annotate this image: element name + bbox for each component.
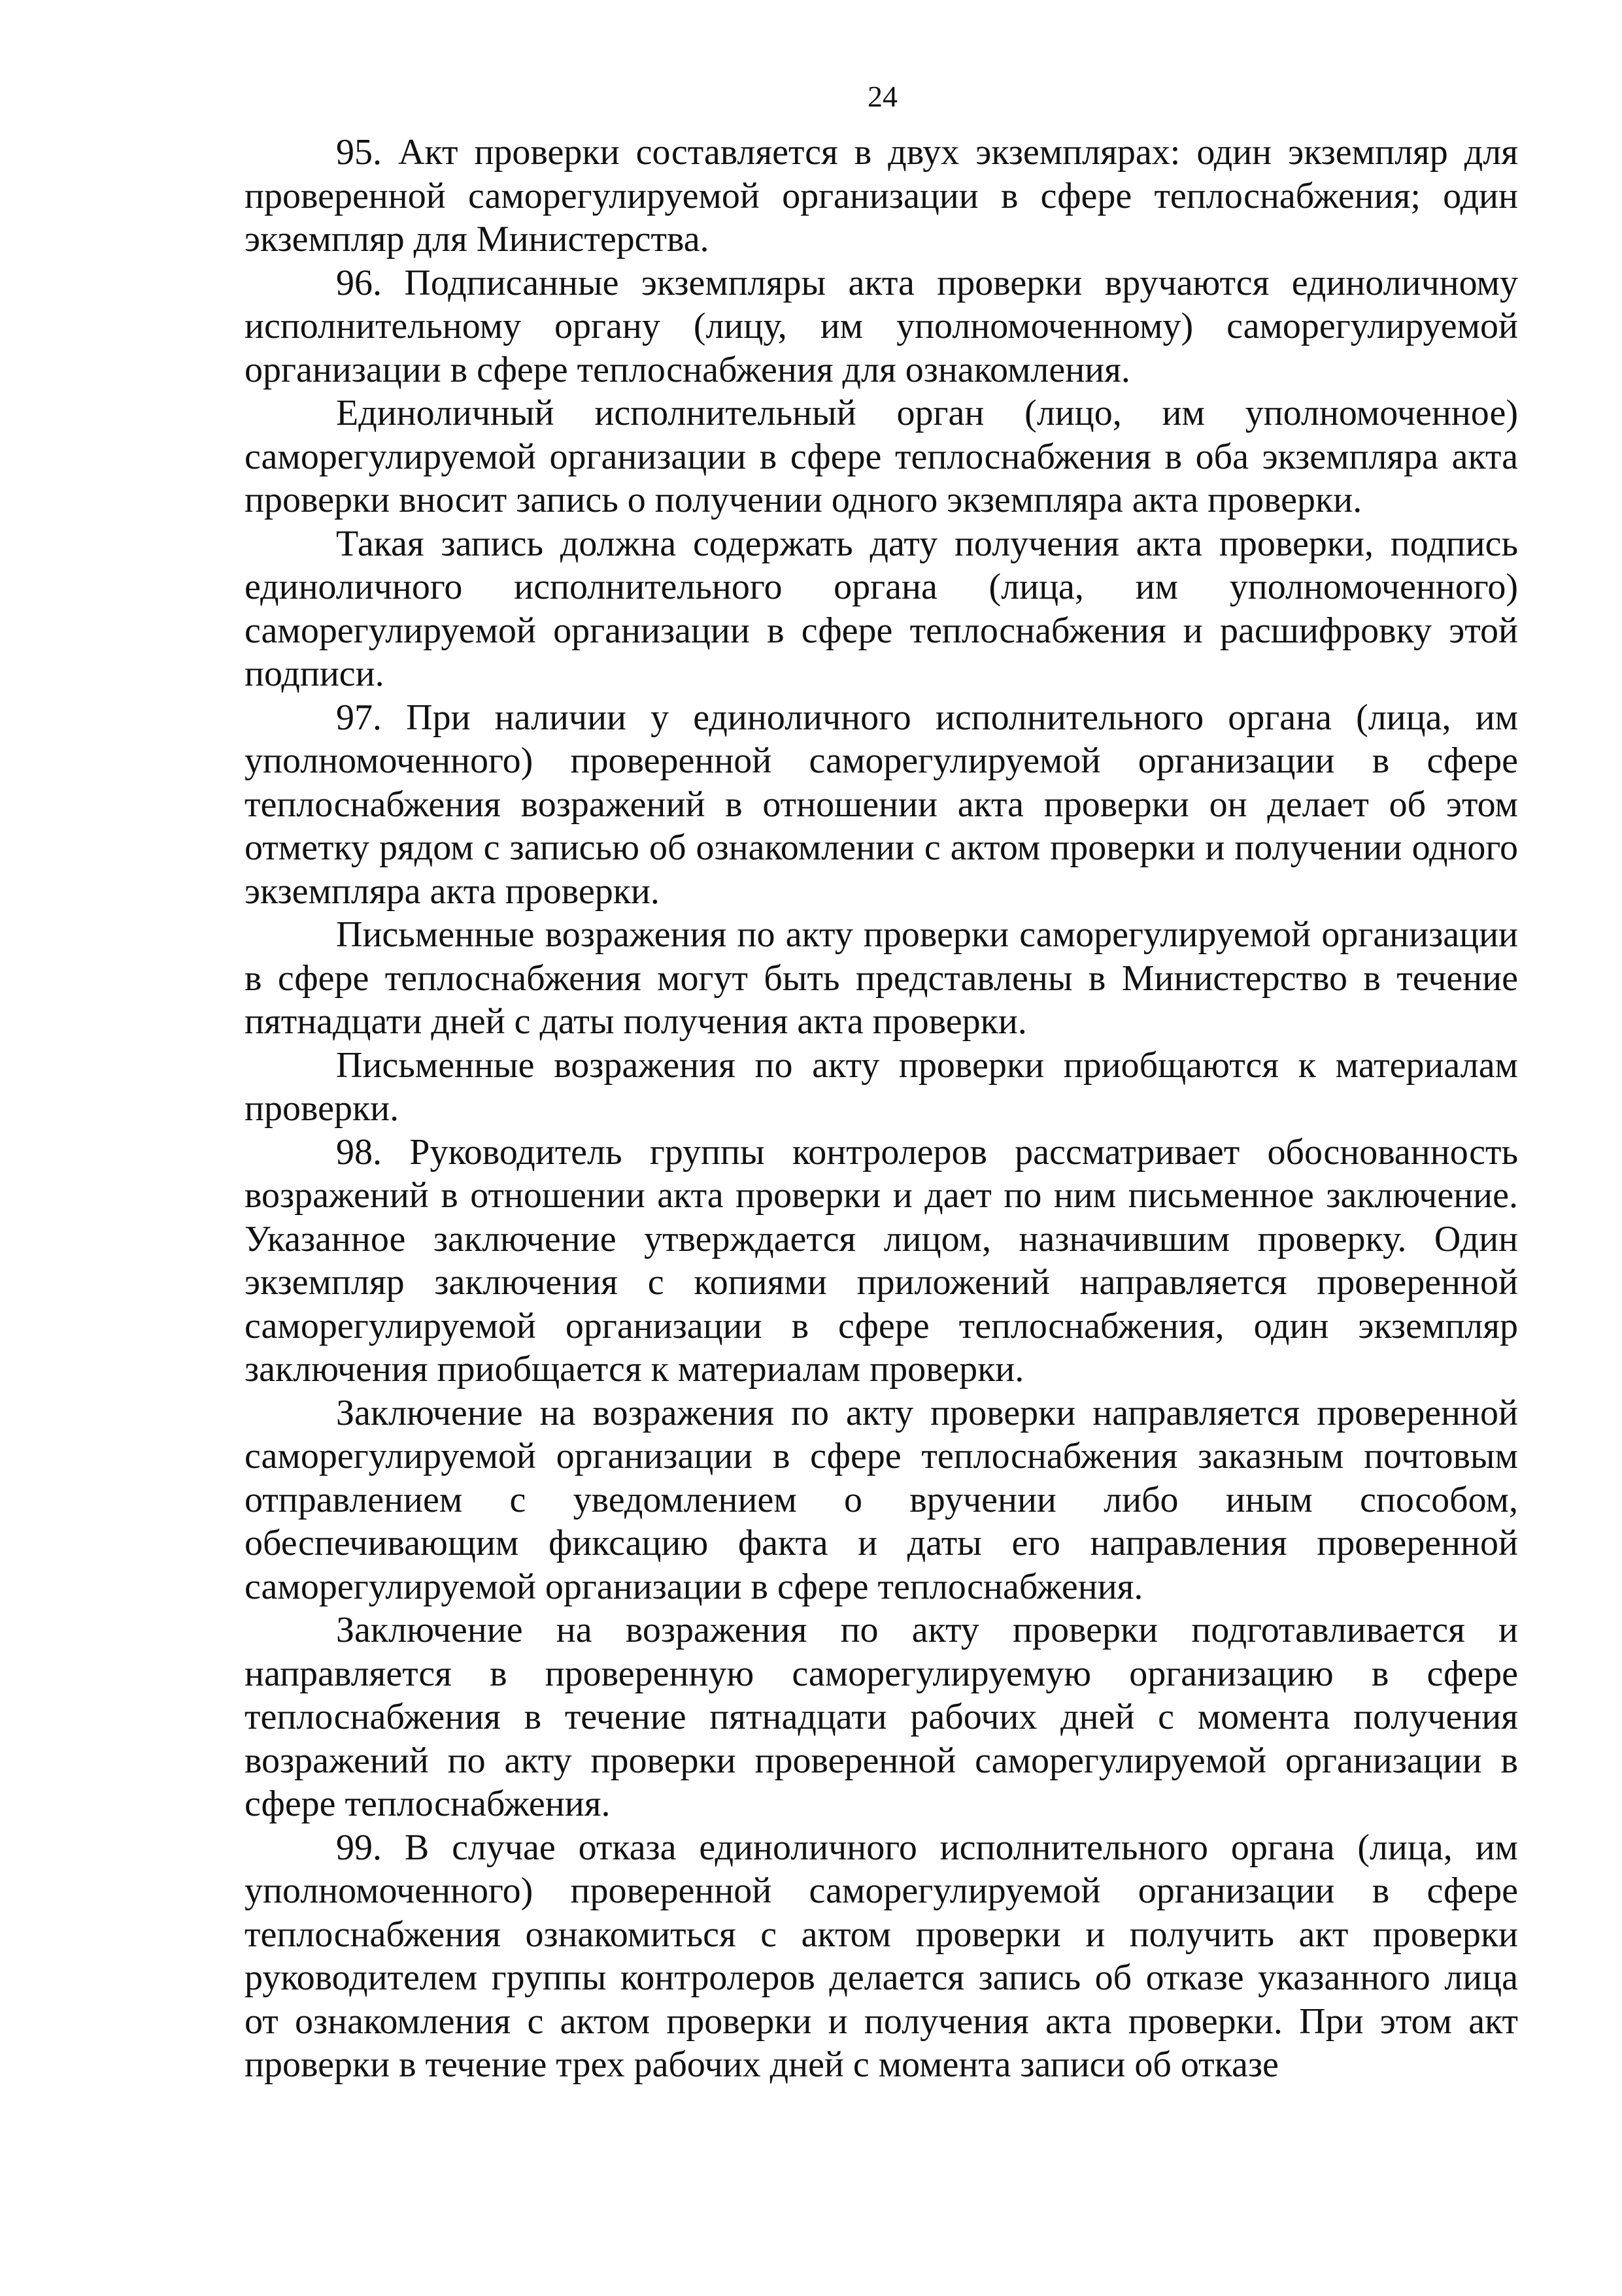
paragraph-96-executive-record: Единоличный исполнительный орган (лицо, им уполномоченное) саморегулируемой организации в сфере теплоснабжения в оба экземпляра акта проверки вносит запись о получении одного экземпляра акта проверки. xyxy=(245,393,1518,520)
paragraph-98-conclusion-delivery: Заключение на возражения по акту проверки направляется проверенной саморегулируемой организации в сфере теплоснабжения заказным почтовым отправлением с уведомлением о вручении либо иным способом, обеспечивающим фиксацию факта и даты его направления проверенной саморегулируемой организации в сфере теплоснабжения. xyxy=(245,1392,1518,1607)
paragraph-99: 99. В случае отказа единоличного исполнительного органа (лица, им уполномоченного) проверенной саморегулируемой организации в сфере теплоснабжения ознакомиться с актом проверки и получить акт проверки руководителем группы контролеров делается запись об отказе указанного лица от ознакомления с актом проверки и получения акта проверки. При этом акт проверки в течение трех рабочих дней с момента записи об отказе xyxy=(245,1827,1518,2085)
paragraph-97: 97. При наличии у единоличного исполнительного органа (лица, им уполномоченного) проверенной саморегулируемой организации в сфере теплоснабжения возражений в отношении акта проверки он делает об этом отметку рядом с записью об ознакомлении с актом проверки и получении одного экземпляра акта проверки. xyxy=(245,697,1518,912)
paragraph-98: 98. Руководитель группы контролеров рассматривает обоснованность возражений в отношении акта проверки и дает по ним письменное заключение. Указанное заключение утверждается лицом, назначившим проверку. Один экземпляр заключения с копиями приложений направляется проверенной саморегулируемой организации в сфере теплоснабжения, один экземпляр заключения приобщается к материалам проверки. xyxy=(245,1131,1518,1389)
paragraph-96-record-contents: Такая запись должна содержать дату получения акта проверки, подпись единоличного исполнительного органа (лица, им уполномоченного) саморегулируемой организации в сфере теплоснабжения и расшифровку этой подписи. xyxy=(245,523,1518,694)
paragraph-97-objections-attached: Письменные возражения по акту проверки приобщаются к материалам проверки. xyxy=(245,1044,1518,1129)
paragraph-95: 95. Акт проверки составляется в двух экземплярах: один экземпляр для проверенной саморегулируемой организации в сфере теплоснабжения; один экземпляр для Министерства. xyxy=(245,132,1518,259)
paragraph-96: 96. Подписанные экземпляры акта проверки вручаются единоличному исполнительному органу (лицу, им уполномоченному) саморегулируемой организации в сфере теплоснабжения для ознакомления. xyxy=(245,262,1518,390)
document-body xyxy=(245,131,1518,2087)
page-number: 24 xyxy=(868,80,898,113)
paragraph-98-conclusion-deadline: Заключение на возражения по акту проверки подготавливается и направляется в проверенную саморегулируемую организацию в сфере теплоснабжения в течение пятнадцати рабочих дней с момента получения возражений по акту проверки проверенной саморегулируемой организации в сфере теплоснабжения. xyxy=(245,1610,1518,1824)
paragraph-97-written-objections: Письменные возражения по акту проверки саморегулируемой организации в сфере теплоснабжения могут быть представлены в Министерство в течение пятнадцати дней с даты получения акта проверки. xyxy=(245,914,1518,1042)
